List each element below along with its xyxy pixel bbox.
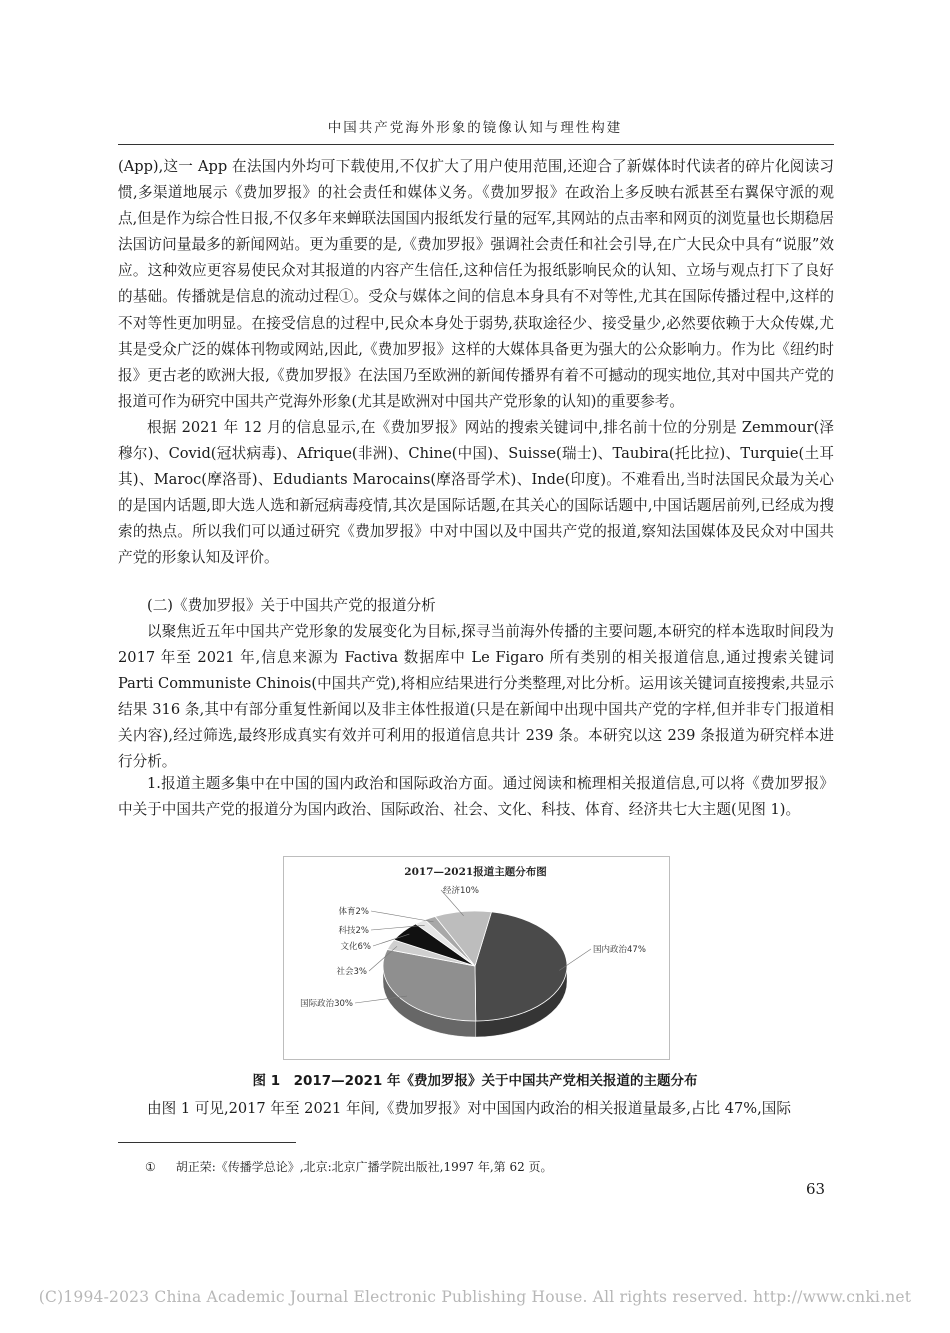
paragraph-6: 由图 1 可见,2017 年至 2021 年间,《费加罗报》对中国国内政治的相关报道量最多,占比 47%,国际 (147, 1100, 791, 1117)
chart-title: 2017—2021报道主题分布图 (404, 866, 547, 878)
header-rule (118, 144, 834, 145)
page-number: 63 (806, 1180, 826, 1198)
section-heading: (二)《费加罗报》关于中国共产党的报道分析 (147, 597, 436, 614)
footnote-rule (118, 1142, 296, 1143)
pie-label-国际政治: 国际政治30% (300, 999, 353, 1009)
pie-label-体育: 体育2% (338, 907, 369, 917)
pie-label-文化: 文化6% (340, 942, 371, 952)
figure-caption: 图 1 2017—2021 年《费加罗报》关于中国共产党相关报道的主题分布 (252, 1073, 698, 1089)
footnote (145, 1158, 553, 1175)
leader-line-体育 (371, 911, 434, 922)
pie-label-国内政治: 国内政治47% (593, 945, 646, 955)
paragraph-4: 以聚焦近五年中国共产党形象的发展变化为目标,探寻当前海外传播的主要问题,本研究的样本选取时间段为 2017 年至 2021 年,信息来源为 Factiva 数据库中 Le Figaro 所有类别的相关报道信息,通过搜索关键词 Parti Communiste Chinois(中国共产党),将相应结果进行分类整理,对比分析。运用该关键词直接搜索,共显示结果 316 条,其中有部分重复性新闻以及非主体性报道(只是在新闻中出现中国共产党的字样,但并非专门报道相关内容),经过筛选,最终形成真实有效并可利用的报道信息共计 239 条。本研究以这 239 条报道为研究样本进行分析。 (118, 623, 834, 771)
footnote-text: 胡正荣:《传播学总论》,北京:北京广播学院出版社,1997 年,第 62 页。 (175, 1160, 553, 1174)
paragraph-1: (App),这一 App 在法国内外均可下载使用,不仅扩大了用户使用范围,还迎合了新媒体时代读者的碎片化阅读习惯,多渠道地展示《费加罗报》的社会责任和媒体义务。《费加罗报》在政治上多反映右派甚至右翼保守派的观点,但是作为综合性日报,不仅多年来蝉联法国国内报纸发行量的冠军,其网站的点击率和网页的浏览量也长期稳居法国访问量最多的新闻网站。更为重要的是,《费加罗报》强调社会责任和社会引导,在广大民众中具有“说服”效应。这种效应更容易使民众对其报道的内容产生信任,这种信任为报纸影响民众的认知、立场与观点打下了良好的基础。传播就是信息的流动过程①。受众与媒体之间的信息本身具有不对等性,尤其在国际传播过程中,这样的不对等性更加明显。在接受信息的过程中,民众本身处于弱势,获取途径少、接受量少,必然要依赖于大众传媒,尤其是受众广泛的媒体刊物或网站,因此,《费加罗报》这样的大媒体具备更为强大的公众影响力。作为比《纽约时报》更古老的欧洲大报,《费加罗报》在法国乃至欧洲的新闻传播界有着不可撼动的现实地位,其对中国共产党的报道可作为研究中国共产党海外形象(尤其是欧洲对中国共产党形象的认知)的重要参考。 (118, 158, 834, 410)
pie-chart (283, 856, 668, 1058)
pie-label-科技: 科技2% (338, 926, 369, 936)
pie-label-经济: 经济10% (443, 886, 479, 896)
footnote-mark: ① (145, 1160, 156, 1174)
paragraph-5: 1.报道主题多集中在中国的国内政治和国际政治方面。通过阅读和梳理相关报道信息,可以将《费加罗报》中关于中国共产党的报道分为国内政治、国际政治、社会、文化、科技、体育、经济共七大主题(见图 1)。 (118, 775, 834, 819)
running-head: 中国共产党海外形象的镜像认知与理性构建 (327, 120, 623, 136)
pie-label-社会: 社会3% (336, 967, 367, 977)
paragraph-2: 根据 2021 年 12 月的信息显示,在《费加罗报》网站的搜索关键词中,排名前十位的分别是 Zemmour(泽穆尔)、Covid(冠状病毒)、Afrique(非洲)、Chine(中国)、Suisse(瑞士)、Taubira(托比拉)、Turquie(土耳其)、Maroc(摩洛哥)、Edudiants Marocains(摩洛哥学术)、Inde(印度)。不难看出,当时法国民众最为关心的是国内话题,即大选人选和新冠病毒疫情,其次是国际话题,在其关心的国际话题中,中国话题居前列,已经成为搜索的热点。所以我们可以通过研究《费加罗报》中对中国以及中国共产党的报道,察知法国媒体及民众对中国共产党的形象认知及评价。 (118, 419, 834, 567)
copyright-watermark: (C)1994-2023 China Academic Journal Electronic Publishing House. All rights reserved. http://www.cnki.net (38, 1288, 912, 1306)
